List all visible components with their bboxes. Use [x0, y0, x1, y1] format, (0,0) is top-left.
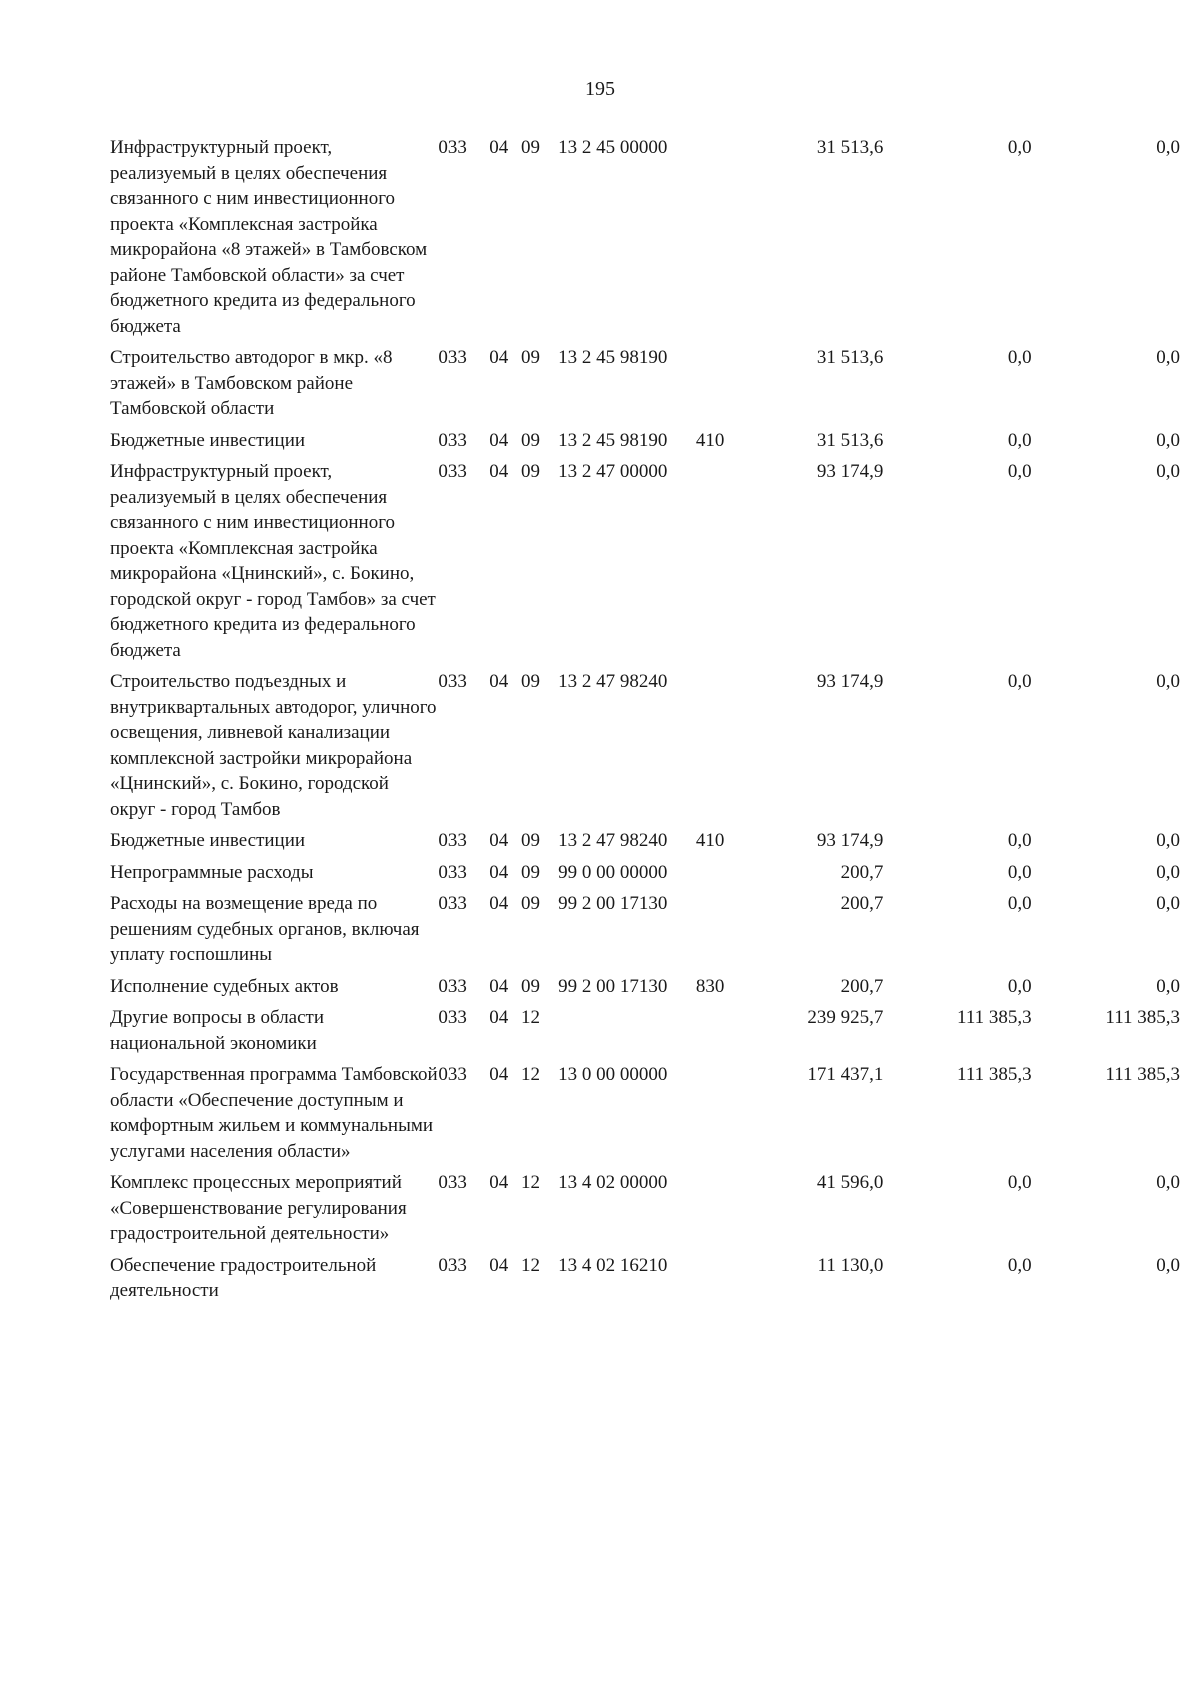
page-number: 195 [585, 78, 615, 100]
row-name: Инфраструктурный проект, реализуемый в целях обеспечения связанного с ним инвестиционного проекта «Комплексная застройка микрорайона «Цнинский», с. Бокино, городской округ - город Тамбов» за счет бюджетного кредита из федерального бюджета [110, 461, 436, 661]
row-target-article-code: 13 0 00 00000 [558, 1064, 668, 1085]
row-amount-3: 0,0 [1156, 347, 1180, 368]
row-ved-code: 033 [438, 1064, 467, 1085]
table-row [110, 1005, 1180, 1062]
row-expense-type-code: 410 [695, 429, 725, 451]
row-ved-code: 033 [438, 137, 467, 158]
row-amount-2: 0,0 [1007, 975, 1032, 997]
table-row [110, 345, 1180, 428]
row-expense-type-code: 410 [695, 830, 725, 851]
row-expense-type-code [696, 459, 744, 669]
row-section-code: 04 [489, 347, 509, 368]
row-amount-2: 0,0 [1007, 429, 1032, 451]
table-row [110, 974, 1180, 1006]
row-amount-1: 200,7 [840, 861, 884, 883]
row-expense-type-code [696, 860, 744, 892]
row-amount-1: 200,7 [840, 893, 884, 914]
row-section-code: 04 [489, 975, 509, 997]
row-section-code: 04 [489, 137, 509, 158]
row-name: Комплекс процессных мероприятий «Совершенствование регулирования градостроительной деятельности» [110, 1172, 407, 1244]
row-subsection-code: 12 [521, 1007, 541, 1028]
row-ved-code: 033 [438, 461, 467, 482]
row-ved-code: 033 [438, 1172, 467, 1193]
row-ved-code: 033 [438, 671, 467, 692]
row-amount-2: 111 385,3 [957, 1007, 1032, 1028]
row-amount-1: 93 174,9 [816, 461, 884, 482]
row-expense-type-code [696, 135, 744, 345]
row-expense-type-code [696, 1005, 744, 1062]
table-row [110, 828, 1180, 860]
row-subsection-code: 09 [521, 975, 541, 997]
row-amount-1: 171 437,1 [807, 1064, 884, 1085]
row-expense-type-code [696, 1062, 744, 1170]
row-target-article-code: 13 2 45 00000 [558, 137, 668, 158]
row-amount-1: 41 596,0 [816, 1172, 884, 1193]
row-amount-2: 0,0 [1007, 861, 1032, 883]
row-name: Другие вопросы в области национальной экономики [110, 1007, 325, 1054]
row-subsection-code: 12 [521, 1254, 541, 1276]
row-name: Бюджетные инвестиции [110, 429, 306, 451]
row-expense-type-code [696, 891, 744, 974]
row-target-article-code [558, 1005, 696, 1062]
table-row [110, 428, 1180, 460]
row-amount-1: 200,7 [840, 975, 884, 997]
row-amount-2: 0,0 [1007, 830, 1032, 851]
row-section-code: 04 [489, 1064, 509, 1085]
row-amount-3: 0,0 [1156, 1172, 1180, 1193]
row-section-code: 04 [489, 893, 509, 914]
row-target-article-code: 99 2 00 17130 [558, 975, 668, 997]
row-expense-type-code [696, 345, 744, 428]
row-amount-3: 0,0 [1156, 861, 1180, 883]
row-amount-3: 111 385,3 [1105, 1007, 1180, 1028]
row-target-article-code: 13 2 45 98190 [558, 429, 668, 451]
table-row [110, 891, 1180, 974]
row-amount-2: 0,0 [1007, 137, 1032, 158]
row-amount-1: 93 174,9 [816, 671, 884, 692]
row-name: Непрограммные расходы [110, 861, 314, 883]
row-section-code: 04 [489, 861, 509, 883]
row-ved-code: 033 [438, 1007, 467, 1028]
row-ved-code: 033 [438, 975, 467, 997]
row-name: Строительство подъездных и внутриквартальных автодорог, уличного освещения, ливневой канализации комплексной застройки микрорайона «Цнинский», с. Бокино, городской округ - город Тамбов [110, 671, 437, 820]
row-subsection-code: 09 [521, 461, 541, 482]
row-expense-type-code [696, 1170, 744, 1253]
row-name: Обеспечение градостроительной деятельности [110, 1254, 377, 1301]
row-name: Исполнение судебных актов [110, 975, 339, 997]
row-subsection-code: 09 [521, 347, 541, 368]
row-section-code: 04 [489, 671, 509, 692]
row-amount-2: 111 385,3 [957, 1064, 1032, 1085]
row-target-article-code: 13 2 45 98190 [558, 347, 668, 368]
table-row [110, 1062, 1180, 1170]
row-target-article-code: 13 4 02 00000 [558, 1172, 668, 1193]
budget-table [110, 135, 1180, 1310]
row-amount-3: 0,0 [1156, 1254, 1180, 1276]
row-amount-3: 0,0 [1156, 893, 1180, 914]
row-subsection-code: 09 [521, 671, 541, 692]
row-amount-1: 93 174,9 [816, 830, 884, 851]
row-section-code: 04 [489, 1254, 509, 1276]
table-row [110, 135, 1180, 345]
row-amount-3: 111 385,3 [1105, 1064, 1180, 1085]
row-section-code: 04 [489, 429, 509, 451]
row-target-article-code: 99 0 00 00000 [558, 861, 668, 883]
row-subsection-code: 09 [521, 830, 541, 851]
row-amount-1: 239 925,7 [807, 1007, 884, 1028]
row-amount-3: 0,0 [1156, 429, 1180, 451]
row-amount-2: 0,0 [1007, 347, 1032, 368]
row-target-article-code: 13 4 02 16210 [558, 1254, 668, 1276]
row-target-article-code: 13 2 47 98240 [558, 830, 668, 851]
row-subsection-code: 09 [521, 893, 541, 914]
table-row [110, 669, 1180, 828]
row-ved-code: 033 [438, 861, 467, 883]
row-amount-2: 0,0 [1007, 1254, 1032, 1276]
row-ved-code: 033 [438, 1254, 467, 1276]
row-amount-3: 0,0 [1156, 137, 1180, 158]
row-section-code: 04 [489, 461, 509, 482]
row-amount-2: 0,0 [1007, 671, 1032, 692]
row-amount-3: 0,0 [1156, 671, 1180, 692]
row-name: Государственная программа Тамбовской области «Обеспечение доступным и комфортным жильем и коммунальными услугами населения области» [110, 1064, 438, 1162]
row-amount-2: 0,0 [1007, 893, 1032, 914]
row-amount-1: 31 513,6 [816, 429, 884, 451]
row-subsection-code: 09 [521, 429, 541, 451]
row-amount-2: 0,0 [1007, 1172, 1032, 1193]
table-row [110, 860, 1180, 892]
table-body [110, 135, 1180, 1310]
row-section-code: 04 [489, 1172, 509, 1193]
row-name: Расходы на возмещение вреда по решениям судебных органов, включая уплату госпошлины [110, 893, 420, 965]
row-subsection-code: 09 [521, 137, 541, 158]
row-amount-1: 31 513,6 [816, 347, 884, 368]
row-ved-code: 033 [438, 893, 467, 914]
row-target-article-code: 99 2 00 17130 [558, 893, 668, 914]
row-name: Строительство автодорог в мкр. «8 этажей» в Тамбовском районе Тамбовской области [110, 347, 393, 419]
row-amount-3: 0,0 [1156, 461, 1180, 482]
row-section-code: 04 [489, 1007, 509, 1028]
row-target-article-code: 13 2 47 00000 [558, 461, 668, 482]
table-row [110, 459, 1180, 669]
row-ved-code: 033 [438, 429, 467, 451]
row-ved-code: 033 [438, 347, 467, 368]
row-name: Инфраструктурный проект, реализуемый в целях обеспечения связанного с ним инвестиционного проекта «Комплексная застройка микрорайона «8 этажей» в Тамбовском районе Тамбовской области» за счет бюджетного кредита из федерального бюджета [110, 137, 428, 337]
table-row [110, 1170, 1180, 1253]
row-amount-1: 11 130,0 [817, 1254, 884, 1276]
row-target-article-code: 13 2 47 98240 [558, 671, 668, 692]
row-section-code: 04 [489, 830, 509, 851]
row-amount-2: 0,0 [1007, 461, 1032, 482]
row-expense-type-code [696, 1253, 744, 1310]
row-expense-type-code: 830 [695, 975, 725, 997]
row-subsection-code: 12 [521, 1064, 541, 1085]
row-subsection-code: 09 [521, 861, 541, 883]
table-row [110, 1253, 1180, 1310]
row-expense-type-code [696, 669, 744, 828]
row-amount-3: 0,0 [1156, 830, 1180, 851]
row-subsection-code: 12 [521, 1172, 541, 1193]
row-name: Бюджетные инвестиции [110, 830, 306, 851]
row-amount-1: 31 513,6 [816, 137, 884, 158]
row-amount-3: 0,0 [1156, 975, 1180, 997]
row-ved-code: 033 [438, 830, 467, 851]
